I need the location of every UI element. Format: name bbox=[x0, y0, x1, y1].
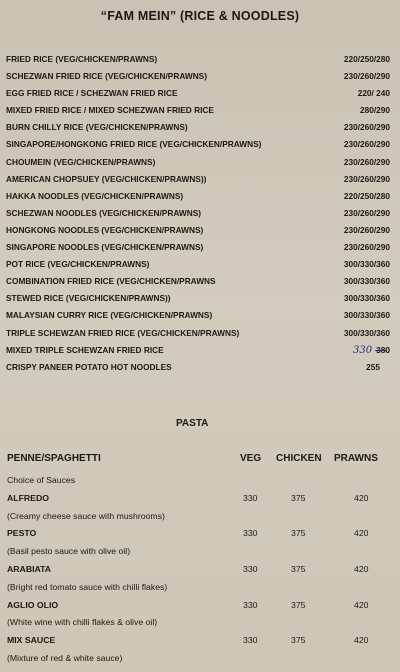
menu-item-mixed-triple bbox=[6, 345, 390, 362]
price-prawns: 420 bbox=[354, 599, 369, 610]
item-price: 230/260/290 bbox=[343, 224, 390, 235]
sauce-intro: Choice of Sauces bbox=[7, 475, 76, 485]
menu-item bbox=[6, 225, 390, 242]
item-price: 230/260/290 bbox=[343, 122, 390, 133]
item-price: 220/250/280 bbox=[343, 54, 390, 64]
price-prawns: 420 bbox=[354, 635, 369, 646]
item-name: TRIPLE SCHEWZAN FRIED RICE (VEG/CHICKEN/PRAWNS) bbox=[6, 327, 240, 338]
item-price: 300/330/360 bbox=[343, 259, 390, 270]
pasta-header-prawns: PRAWNS bbox=[334, 453, 378, 464]
pasta-description: (Basil pesto sauce with olive oil) bbox=[7, 546, 131, 557]
item-price: 220/ 240 bbox=[357, 88, 390, 99]
pasta-desc bbox=[7, 546, 397, 564]
item-price: 300/330/360 bbox=[343, 293, 390, 304]
price-tail: 0 bbox=[385, 344, 390, 355]
item-price: 230/260/290 bbox=[343, 139, 390, 150]
item-price: 280/290 bbox=[360, 105, 390, 116]
pasta-item bbox=[7, 635, 397, 653]
price-veg: 330 bbox=[243, 528, 258, 539]
item-price: 230/260/290 bbox=[343, 242, 390, 253]
pasta-desc bbox=[7, 511, 397, 529]
menu-item bbox=[6, 139, 390, 156]
pasta-intro bbox=[7, 475, 397, 493]
item-name: CRISPY PANEER POTATO HOT NOODLES bbox=[6, 361, 172, 372]
item-price: 300/330/360 bbox=[343, 327, 390, 338]
item-price: 230/260/290 bbox=[343, 173, 390, 184]
menu-item bbox=[6, 276, 390, 293]
menu-item bbox=[6, 259, 390, 276]
pasta-desc bbox=[7, 653, 397, 671]
item-name: CHOUMEIN (VEG/CHICKEN/PRAWNS) bbox=[6, 156, 156, 167]
price-prawns: 420 bbox=[354, 528, 369, 539]
menu-item bbox=[6, 54, 390, 71]
item-name: AMERICAN CHOPSUEY (VEG/CHICKEN/PRAWNS)) bbox=[6, 173, 207, 184]
section-title-pasta: PASTA bbox=[176, 418, 209, 429]
item-price: 300/330/360 bbox=[343, 310, 390, 321]
item-name: SINGAPORE NOODLES (VEG/CHICKEN/PRAWNS) bbox=[6, 242, 204, 253]
item-name: SCHEZWAN FRIED RICE (VEG/CHICKEN/PRAWNS) bbox=[6, 71, 207, 82]
pasta-header-chicken: CHICKEN bbox=[276, 453, 322, 464]
menu-item-crispy bbox=[6, 362, 390, 379]
price-prawns: 420 bbox=[354, 563, 369, 574]
price-veg: 330 bbox=[243, 563, 258, 574]
menu-item bbox=[6, 88, 390, 105]
pasta-list bbox=[7, 475, 397, 671]
price-chicken: 375 bbox=[291, 599, 306, 610]
pasta-description: (Creamy cheese sauce with mushrooms) bbox=[7, 510, 165, 521]
menu-item bbox=[6, 293, 390, 310]
handwritten-price: 330 bbox=[353, 344, 373, 356]
pasta-item bbox=[7, 493, 397, 511]
price-chicken: 375 bbox=[291, 492, 306, 503]
item-price: 230/260/290 bbox=[343, 156, 390, 167]
pasta-item bbox=[7, 600, 397, 618]
menu-item bbox=[6, 174, 390, 191]
menu-item bbox=[6, 242, 390, 259]
item-name: SINGAPORE/HONGKONG FRIED RICE (VEG/CHICKEN/PRAWNS) bbox=[6, 139, 262, 150]
price-chicken: 375 bbox=[291, 563, 306, 574]
pasta-name: ALFREDO bbox=[7, 492, 49, 503]
pasta-header-name: PENNE/SPAGHETTI bbox=[7, 453, 101, 464]
menu-item bbox=[6, 191, 390, 208]
price-veg: 330 bbox=[243, 492, 258, 503]
item-price: 220/250/280 bbox=[343, 190, 390, 201]
menu-item bbox=[6, 105, 390, 122]
price-veg: 330 bbox=[243, 635, 258, 646]
item-name: FRIED RICE (VEG/CHICKEN/PRAWNS) bbox=[6, 54, 158, 64]
pasta-header-veg: VEG bbox=[240, 453, 262, 464]
price-chicken: 375 bbox=[291, 635, 306, 646]
item-name: STEWED RICE (VEG/CHICKEN/PRAWNS)) bbox=[6, 293, 171, 304]
pasta-name: PESTO bbox=[7, 528, 37, 539]
pasta-name: MIX SAUCE bbox=[7, 635, 56, 646]
item-price-handwritten bbox=[353, 345, 390, 356]
price-veg: 330 bbox=[243, 599, 258, 610]
pasta-desc bbox=[7, 617, 397, 635]
menu-item bbox=[6, 208, 390, 225]
pasta-name: AGLIO OLIO bbox=[7, 599, 59, 610]
menu-item bbox=[6, 310, 390, 327]
item-name: POT RICE (VEG/CHICKEN/PRAWNS) bbox=[6, 259, 150, 270]
pasta-item bbox=[7, 564, 397, 582]
pasta-description: (Bright red tomato sauce with chilli flakes) bbox=[7, 581, 168, 592]
item-price: 230/260/290 bbox=[343, 207, 390, 218]
section-title-rice-noodles: “FAM MEIN” (RICE & NOODLES) bbox=[100, 9, 300, 23]
item-name: EGG FRIED RICE / SCHEZWAN FRIED RICE bbox=[6, 88, 178, 99]
item-name: SCHEZWAN NOODLES (VEG/CHICKEN/PRAWNS) bbox=[6, 207, 201, 218]
item-name: BURN CHILLY RICE (VEG/CHICKEN/PRAWNS) bbox=[6, 122, 188, 133]
item-name: MALAYSIAN CURRY RICE (VEG/CHICKEN/PRAWNS) bbox=[6, 310, 213, 321]
rice-noodles-list bbox=[6, 54, 390, 379]
item-price: 300/330/360 bbox=[343, 276, 390, 287]
pasta-desc bbox=[7, 582, 397, 600]
pasta-item bbox=[7, 528, 397, 546]
item-name: HAKKA NOODLES (VEG/CHICKEN/PRAWNS) bbox=[6, 190, 184, 201]
menu-item bbox=[6, 157, 390, 174]
menu-item bbox=[6, 122, 390, 139]
price-chicken: 375 bbox=[291, 528, 306, 539]
item-price: 230/260/290 bbox=[343, 71, 390, 82]
pasta-description: (Mixture of red & white sauce) bbox=[7, 652, 123, 663]
menu-item bbox=[6, 71, 390, 88]
struck-price: 38 bbox=[376, 344, 386, 355]
item-name: MIXED TRIPLE SCHEWZAN FRIED RICE bbox=[6, 344, 164, 355]
item-name: HONGKONG NOODLES (VEG/CHICKEN/PRAWNS) bbox=[6, 224, 204, 235]
menu-item bbox=[6, 328, 390, 345]
item-name: MIXED FRIED RICE / MIXED SCHEZWAN FRIED RICE bbox=[6, 105, 214, 116]
item-price: 255 bbox=[366, 361, 380, 372]
pasta-name: ARABIATA bbox=[7, 563, 52, 574]
price-prawns: 420 bbox=[354, 492, 369, 503]
item-name: COMBINATION FRIED RICE (VEG/CHICKEN/PRAWNS bbox=[6, 276, 216, 287]
pasta-description: (White wine with chilli flakes & olive oil) bbox=[7, 617, 158, 628]
